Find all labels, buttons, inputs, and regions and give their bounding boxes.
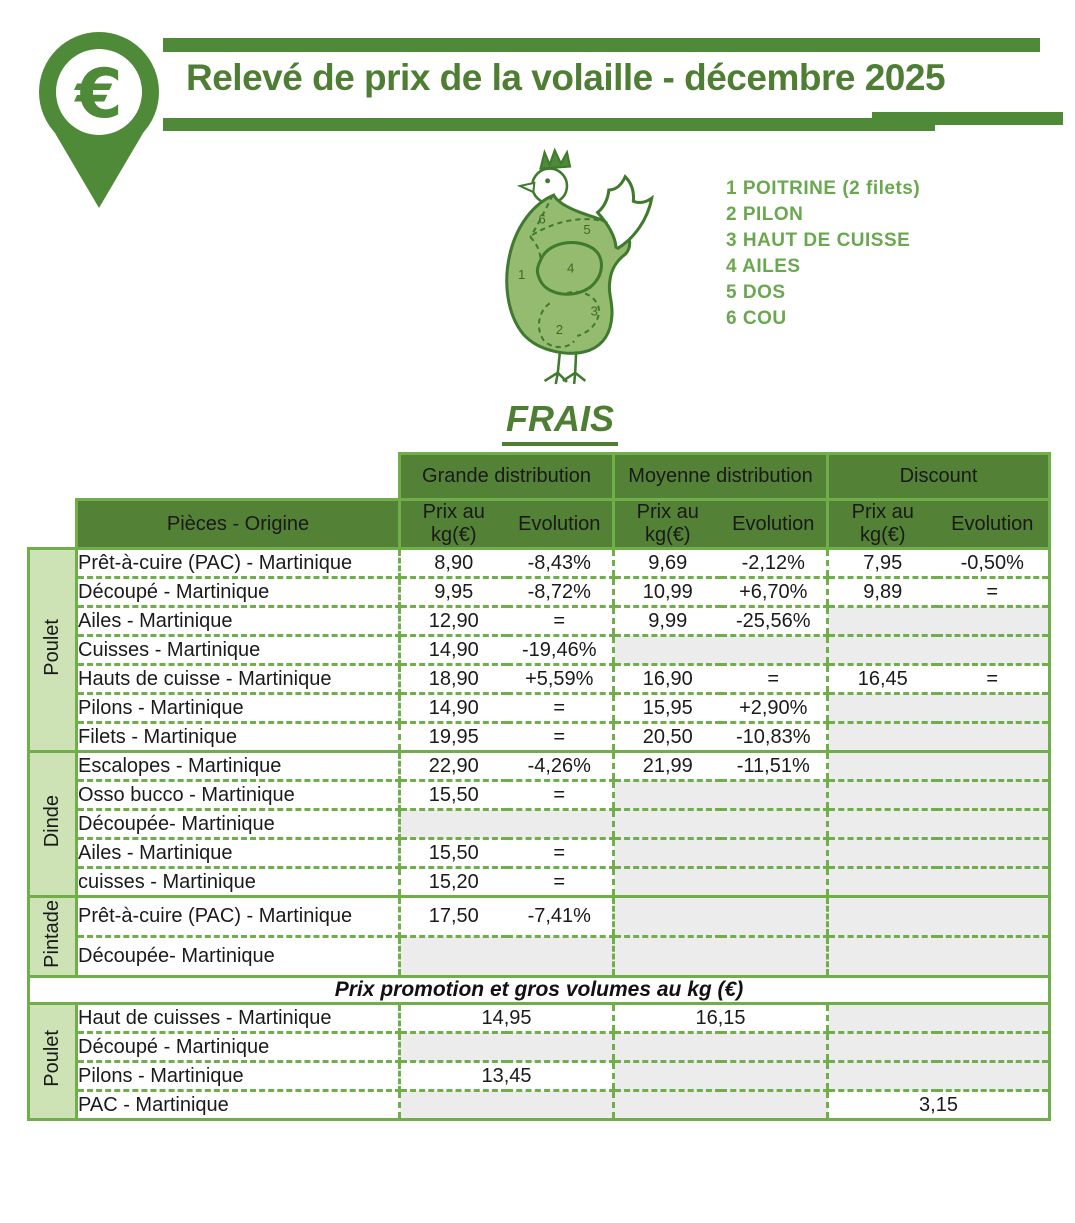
evolution-cell: +2,90% [721, 694, 828, 723]
piece-label: Prêt-à-cuire (PAC) - Martinique [77, 897, 400, 937]
evolution-cell: = [507, 839, 614, 868]
empty-cell [614, 868, 828, 897]
table-row [29, 723, 1050, 752]
piece-label: Ailes - Martinique [77, 607, 400, 636]
part-number-5: 5 [583, 221, 591, 237]
legend-item: 4 AILES [726, 256, 801, 277]
piece-label: Cuisses - Martinique [77, 636, 400, 665]
evolution-cell: -19,46% [507, 636, 614, 665]
empty-cell [828, 868, 1050, 897]
subheader-evolution: Evolution [937, 500, 1050, 549]
table-row [29, 1004, 1050, 1033]
piece-label: Haut de cuisses - Martinique [77, 1004, 400, 1033]
table-row [29, 549, 1050, 578]
evolution-cell: -0,50% [937, 549, 1050, 578]
part-number-3: 3 [590, 303, 598, 319]
price-cell: 15,50 [400, 781, 507, 810]
evolution-cell: = [507, 781, 614, 810]
table-row [29, 665, 1050, 694]
piece-label: Filets - Martinique [77, 723, 400, 752]
legend-item: 5 DOS [726, 282, 786, 303]
empty-cell [828, 1033, 1050, 1062]
chicken-cuts-diagram [452, 140, 682, 385]
price-cell: 15,20 [400, 868, 507, 897]
evolution-cell: -25,56% [721, 607, 828, 636]
svg-text:€: € [75, 55, 123, 134]
empty-cell [614, 636, 828, 665]
legend-item: 6 COU [726, 308, 787, 329]
empty-cell [828, 897, 1050, 937]
part-number-2: 2 [555, 321, 564, 337]
group-label-poulet: Poulet [29, 549, 77, 752]
empty-cell [828, 636, 1050, 665]
price-cell: 15,95 [614, 694, 721, 723]
empty-cell [614, 839, 828, 868]
part-number-6: 6 [538, 211, 546, 227]
promo-price-cell: 3,15 [828, 1091, 1050, 1120]
table-row [29, 578, 1050, 607]
group-label-pintade: Pintade [29, 897, 77, 977]
evolution-cell: = [507, 723, 614, 752]
empty-cell [828, 607, 1050, 636]
piece-label: Ailes - Martinique [77, 839, 400, 868]
price-cell: 10,99 [614, 578, 721, 607]
price-cell: 9,69 [614, 549, 721, 578]
header-bottom-bar-left [163, 118, 935, 131]
legend-item: 1 POITRINE (2 filets) [726, 178, 921, 199]
evolution-cell: +5,59% [507, 665, 614, 694]
piece-label: Osso bucco - Martinique [77, 781, 400, 810]
section-title-frais: FRAIS [495, 398, 625, 446]
frais-price-table [27, 452, 1051, 1121]
price-cell: 8,90 [400, 549, 507, 578]
evolution-cell: = [937, 665, 1050, 694]
empty-cell [828, 937, 1050, 977]
header-bottom-bar-right [872, 112, 1063, 125]
page-title: Relevé de prix de la volaille - décembre 2025 [186, 57, 946, 98]
promo-price-cell: 13,45 [400, 1062, 614, 1091]
empty-cell [828, 1062, 1050, 1091]
empty-cell [828, 1004, 1050, 1033]
price-cell: 22,90 [400, 752, 507, 781]
empty-cell [828, 781, 1050, 810]
subheader-price: Prix au kg(€) [614, 500, 721, 549]
piece-label: Prêt-à-cuire (PAC) - Martinique [77, 549, 400, 578]
empty-cell [400, 810, 614, 839]
empty-cell [828, 839, 1050, 868]
table-row [29, 868, 1050, 897]
empty-cell [614, 810, 828, 839]
empty-cell [614, 897, 828, 937]
evolution-cell: -2,12% [721, 549, 828, 578]
evolution-cell: = [507, 868, 614, 897]
legend-item: 2 PILON [726, 204, 804, 225]
empty-cell [828, 752, 1050, 781]
cuts-legend [726, 176, 920, 332]
subheader-evolution: Evolution [507, 500, 614, 549]
price-cell: 14,90 [400, 636, 507, 665]
price-cell: 14,90 [400, 694, 507, 723]
empty-cell [400, 1091, 614, 1120]
price-cell: 9,89 [828, 578, 937, 607]
evolution-cell: -11,51% [721, 752, 828, 781]
piece-label: Pilons - Martinique [77, 694, 400, 723]
piece-label: Hauts de cuisse - Martinique [77, 665, 400, 694]
table-row [29, 1091, 1050, 1120]
col-header-discount: Discount [828, 454, 1050, 500]
subheader-price: Prix au kg(€) [400, 500, 507, 549]
legend-item: 3 HAUT DE CUISSE [726, 230, 911, 251]
header-top-bar [163, 38, 1040, 52]
piece-label: cuisses - Martinique [77, 868, 400, 897]
distribution-header-row [29, 454, 1050, 500]
evolution-cell: -4,26% [507, 752, 614, 781]
price-cell: 12,90 [400, 607, 507, 636]
price-cell: 18,90 [400, 665, 507, 694]
empty-cell [614, 937, 828, 977]
empty-cell [400, 937, 614, 977]
col-header-moyenne-distribution: Moyenne distribution [614, 454, 828, 500]
piece-label: Escalopes - Martinique [77, 752, 400, 781]
empty-cell [614, 781, 828, 810]
price-cell: 9,99 [614, 607, 721, 636]
piece-label: Pilons - Martinique [77, 1062, 400, 1091]
group-label-dinde: Dinde [29, 752, 77, 897]
table-row [29, 1033, 1050, 1062]
evolution-cell: = [937, 578, 1050, 607]
evolution-cell: -10,83% [721, 723, 828, 752]
table-row [29, 636, 1050, 665]
price-cell: 19,95 [400, 723, 507, 752]
promo-banner-row [29, 977, 1050, 1004]
piece-label: Découpée- Martinique [77, 937, 400, 977]
subheader-evolution: Evolution [721, 500, 828, 549]
empty-cell [828, 694, 1050, 723]
price-cell: 7,95 [828, 549, 937, 578]
promo-price-cell: 14,95 [400, 1004, 614, 1033]
empty-cell [400, 1033, 614, 1062]
table-row [29, 897, 1050, 937]
table-row [29, 781, 1050, 810]
promo-banner: Prix promotion et gros volumes au kg (€) [29, 977, 1050, 1004]
empty-cell [614, 1091, 828, 1120]
col-header-pieces-origine: Pièces - Origine [77, 500, 400, 549]
piece-label: Découpé - Martinique [77, 578, 400, 607]
table-row [29, 694, 1050, 723]
piece-label: PAC - Martinique [77, 1091, 400, 1120]
price-cell: 20,50 [614, 723, 721, 752]
table-row [29, 752, 1050, 781]
table-row [29, 607, 1050, 636]
table-row [29, 1062, 1050, 1091]
part-number-4: 4 [567, 260, 575, 276]
evolution-cell: -8,43% [507, 549, 614, 578]
price-cell: 17,50 [400, 897, 507, 937]
evolution-cell: = [507, 607, 614, 636]
header-spacer [29, 500, 77, 549]
euro-price-pin-icon [32, 28, 167, 213]
subheader-row [29, 500, 1050, 549]
promo-price-cell: 16,15 [614, 1004, 828, 1033]
evolution-cell: +6,70% [721, 578, 828, 607]
evolution-cell: -8,72% [507, 578, 614, 607]
subheader-price: Prix au kg(€) [828, 500, 937, 549]
price-cell: 15,50 [400, 839, 507, 868]
empty-cell [614, 1033, 828, 1062]
piece-label: Découpé - Martinique [77, 1033, 400, 1062]
group-label-poulet-promo: Poulet [29, 1004, 77, 1120]
evolution-cell: = [507, 694, 614, 723]
table-row [29, 810, 1050, 839]
part-number-1: 1 [518, 266, 526, 282]
evolution-cell: = [721, 665, 828, 694]
evolution-cell: -7,41% [507, 897, 614, 937]
table-row [29, 839, 1050, 868]
price-cell: 21,99 [614, 752, 721, 781]
empty-cell [828, 723, 1050, 752]
price-cell: 16,90 [614, 665, 721, 694]
price-cell: 16,45 [828, 665, 937, 694]
header-spacer [29, 454, 400, 500]
table-row [29, 937, 1050, 977]
price-cell: 9,95 [400, 578, 507, 607]
empty-cell [828, 810, 1050, 839]
empty-cell [614, 1062, 828, 1091]
piece-label: Découpée- Martinique [77, 810, 400, 839]
col-header-grande-distribution: Grande distribution [400, 454, 614, 500]
